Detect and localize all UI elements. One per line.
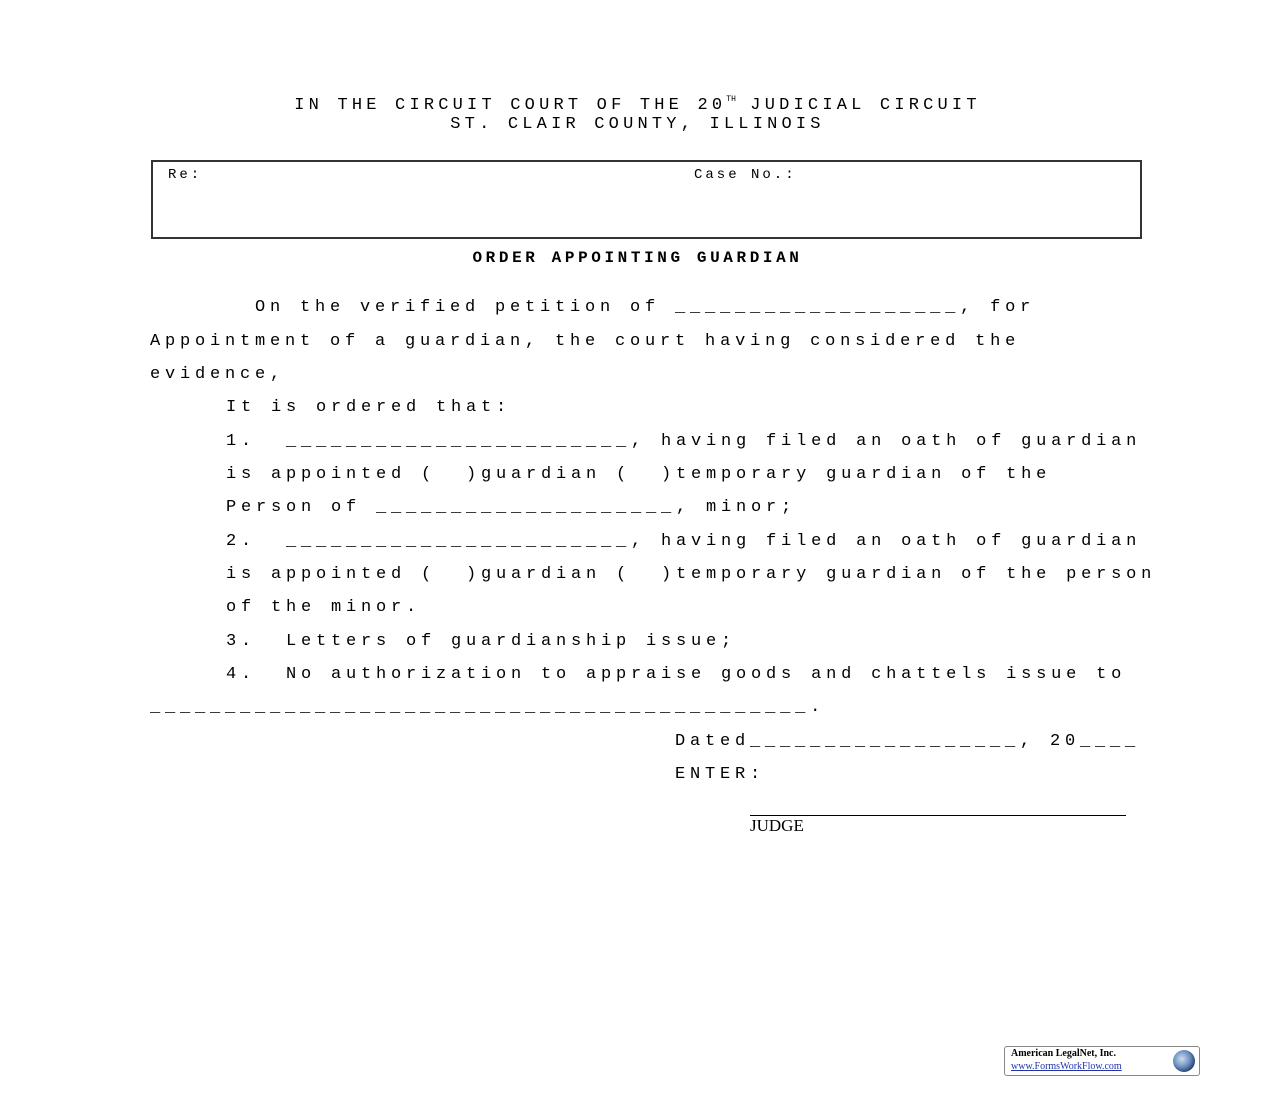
body-line: evidence, [150,365,286,384]
body-line: Appointment of a guardian, the court having considered the [150,332,1021,351]
signature-line [750,815,1126,816]
body-line: It is ordered that: [226,398,512,417]
footer-logo[interactable] [1004,1046,1200,1076]
enter-label: ENTER: [675,765,766,784]
body-line: Person of ____________________, minor; [226,498,797,517]
judge-label: JUDGE [750,816,804,835]
body-line: ____________________________________________. [150,698,826,717]
dated-line: Dated__________________, 20____ [675,732,1141,751]
document-title: ORDER APPOINTING GUARDIAN [472,249,803,267]
globe-icon [1173,1050,1195,1072]
re-label: Re: [168,167,203,183]
court-header-line2: ST. CLAIR COUNTY, ILLINOIS [450,115,825,134]
logo-url-link[interactable]: www.FormsWorkFlow.com [1011,1061,1122,1072]
body-line: On the verified petition of ___________________, for [255,298,1036,317]
case-no-label: Case No.: [694,167,797,183]
body-line: is appointed ( )guardian ( )temporary guardian of the person [226,565,1157,584]
court-header-line1: IN THE CIRCUIT COURT OF THE 20TH JUDICIAL CIRCUIT [294,95,981,115]
logo-company: American LegalNet, Inc. [1011,1048,1116,1059]
order-item-1: 1. _______________________, having filed an oath of guardian [226,432,1142,451]
order-item-3: 3. Letters of guardianship issue; [226,632,737,651]
body-line: of the minor. [226,598,422,617]
case-caption-box [151,160,1142,239]
body-line: is appointed ( )guardian ( )temporary guardian of the [226,465,1052,484]
order-item-2: 2. _______________________, having filed an oath of guardian [226,532,1142,551]
order-item-4: 4. No authorization to appraise goods and chattels issue to [226,665,1127,684]
